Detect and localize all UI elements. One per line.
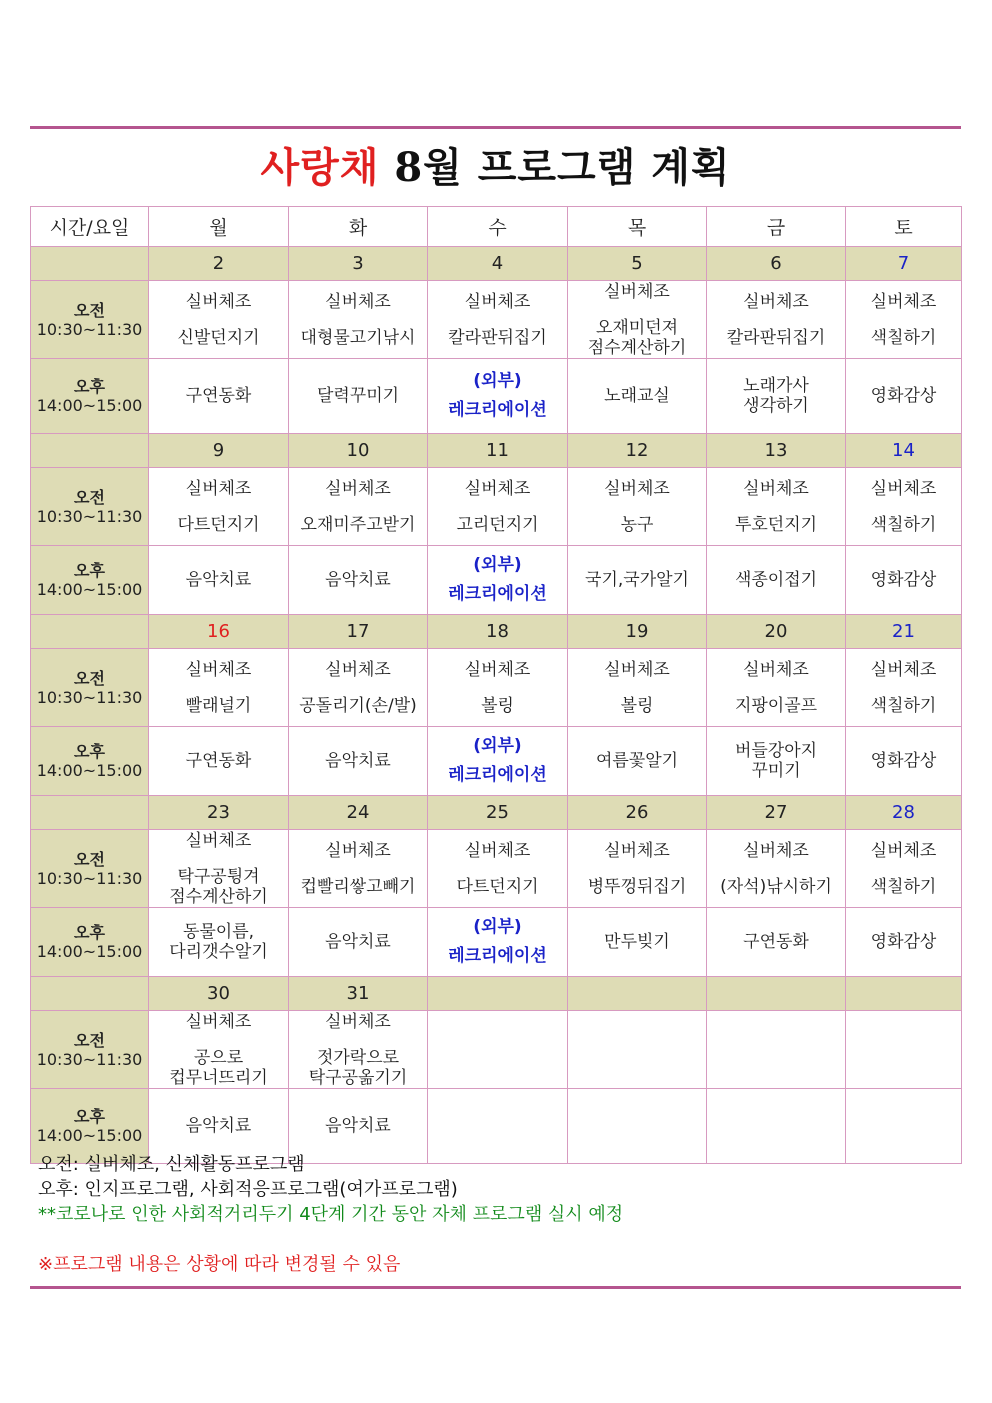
morning-activity-1: 실버체조: [325, 840, 391, 861]
morning-label: [31, 830, 149, 908]
date-row: [31, 434, 962, 468]
afternoon-row: [31, 546, 962, 615]
morning-label-name: 오전: [74, 849, 105, 869]
morning-activity-cell: [428, 649, 568, 727]
date-cell: 26: [568, 796, 707, 830]
morning-activity-cell: [568, 281, 707, 359]
morning-label-time: 10:30~11:30: [36, 319, 143, 339]
afternoon-row: [31, 908, 962, 977]
title-rest: 8월 프로그램 계획: [379, 144, 731, 191]
morning-activity-cell: [289, 468, 428, 546]
morning-activity-1: 실버체조: [743, 840, 809, 861]
morning-activity-2: 신발던지기: [177, 327, 260, 348]
morning-activity-cell: [428, 468, 568, 546]
morning-label-time: 10:30~11:30: [36, 868, 143, 888]
date-row-label: [31, 977, 149, 1011]
date-cell: 27: [707, 796, 846, 830]
date-cell: 28: [846, 796, 962, 830]
note-afternoon: 오후: 인지프로그램, 사회적응프로그램(여가프로그램): [38, 1179, 458, 1200]
date-cell: 14: [846, 434, 962, 468]
morning-activity-cell: [149, 830, 289, 908]
morning-label-time: 10:30~11:30: [36, 687, 143, 707]
afternoon-activity: 음악치료: [325, 751, 391, 771]
morning-activity-1: 실버체조: [743, 291, 809, 312]
afternoon-activity-cell: [428, 359, 568, 434]
morning-activity-2: 고리던지기: [456, 514, 539, 535]
morning-activity-2: 색칠하기: [870, 327, 937, 348]
header-day-tue: 화: [289, 207, 428, 247]
note-covid: **코로나로 인한 사회적거리두기 4단계 기간 동안 자체 프로그램 실시 예정: [38, 1204, 624, 1225]
morning-activity-cell: [846, 1011, 962, 1089]
morning-activity-1: 실버체조: [604, 478, 670, 499]
morning-activity-2: 오재미주고받기: [300, 514, 416, 535]
morning-activity-2: 볼링: [481, 695, 514, 716]
afternoon-activity-cell: [149, 908, 289, 977]
page-title: [30, 140, 961, 196]
morning-activity-2: 공돌리기(손/발): [299, 695, 417, 716]
morning-activity-1: 실버체조: [185, 1011, 252, 1032]
morning-activity-2: 젓가락으로 탁구공옮기기: [308, 1047, 408, 1088]
morning-activity-2: 탁구공튕겨 점수계산하기: [169, 866, 268, 907]
afternoon-activity-cell: [568, 546, 707, 615]
morning-activity-cell: [289, 830, 428, 908]
morning-activity-cell: [846, 281, 962, 359]
date-row-label: [31, 247, 149, 281]
morning-activity-cell: [149, 281, 289, 359]
morning-row: [31, 830, 962, 908]
afternoon-activity-cell: [568, 359, 707, 434]
morning-activity-1: 실버체조: [870, 659, 937, 680]
afternoon-activity-cell: [707, 359, 846, 434]
morning-activity-2: 칼라판뒤집기: [448, 327, 547, 348]
afternoon-activity-cell: [149, 546, 289, 615]
morning-activity-1: 실버체조: [604, 840, 670, 861]
date-cell: 30: [149, 977, 289, 1011]
date-cell: [707, 977, 846, 1011]
date-row: [31, 615, 962, 649]
afternoon-activity: 색종이접기: [734, 570, 818, 590]
afternoon-activity: 음악치료: [185, 570, 252, 590]
afternoon-label-time: 14:00~15:00: [36, 942, 143, 961]
header-time-day: 시간/요일: [31, 207, 149, 247]
header-row: [31, 207, 962, 247]
afternoon-label-time: 14:00~15:00: [36, 580, 143, 599]
morning-activity-cell: [846, 468, 962, 546]
morning-row: [31, 468, 962, 546]
morning-activity-2: 볼링: [620, 695, 654, 716]
morning-activity-cell: [707, 649, 846, 727]
header-day-sat: 토: [846, 207, 962, 247]
morning-activity-cell: [289, 1011, 428, 1089]
schedule-table: [30, 206, 962, 1164]
date-cell: [846, 977, 962, 1011]
top-divider: [30, 126, 961, 129]
morning-label-time: 10:30~11:30: [36, 1049, 143, 1069]
afternoon-activity-cell: [289, 908, 428, 977]
morning-row: [31, 281, 962, 359]
date-cell: 20: [707, 615, 846, 649]
header-day-wed: 수: [428, 207, 568, 247]
afternoon-activity-cell: [289, 359, 428, 434]
afternoon-activity-cell: [846, 359, 962, 434]
morning-activity-cell: [428, 1011, 568, 1089]
morning-activity-2: 색칠하기: [870, 514, 937, 535]
afternoon-activity: (외부) 레크리에이션: [448, 736, 547, 785]
morning-activity-cell: [846, 830, 962, 908]
date-row-label: [31, 434, 149, 468]
morning-activity-2: 지팡이골프: [734, 695, 818, 716]
date-row: [31, 977, 962, 1011]
morning-activity-cell: [707, 468, 846, 546]
morning-activity-2: 빨래널기: [185, 695, 252, 716]
header-day-fri: 금: [707, 207, 846, 247]
morning-activity-cell: [289, 649, 428, 727]
afternoon-activity: (외부) 레크리에이션: [448, 555, 547, 604]
date-cell: 23: [149, 796, 289, 830]
afternoon-activity-cell: [428, 908, 568, 977]
date-cell: 25: [428, 796, 568, 830]
morning-activity-cell: [707, 1011, 846, 1089]
date-cell: 2: [149, 247, 289, 281]
morning-label: [31, 649, 149, 727]
bottom-divider: [30, 1286, 961, 1289]
afternoon-activity: 음악치료: [325, 1116, 391, 1136]
morning-activity-1: 실버체조: [604, 659, 670, 680]
note-morning: 오전: 실버체조, 신체활동프로그램: [38, 1154, 305, 1175]
afternoon-activity: (외부) 레크리에이션: [448, 917, 547, 966]
date-cell: 12: [568, 434, 707, 468]
date-row-label: [31, 615, 149, 649]
afternoon-activity-cell: [846, 546, 962, 615]
morning-activity-cell: [568, 649, 707, 727]
afternoon-activity-cell: [568, 727, 707, 796]
afternoon-activity: 노래가사 생각하기: [743, 376, 809, 416]
afternoon-label-name: 오후: [74, 923, 105, 942]
afternoon-activity: 노래교실: [604, 386, 670, 406]
date-cell: [568, 977, 707, 1011]
afternoon-activity: 음악치료: [325, 570, 391, 590]
date-cell: 5: [568, 247, 707, 281]
morning-activity-2: 컵빨리쌓고빼기: [300, 876, 416, 897]
date-cell: 6: [707, 247, 846, 281]
morning-activity-2: 공으로 컵무너뜨리기: [169, 1047, 268, 1088]
afternoon-label-time: 14:00~15:00: [36, 1126, 143, 1145]
date-row: [31, 247, 962, 281]
morning-row: [31, 1011, 962, 1089]
morning-activity-1: 실버체조: [870, 291, 937, 312]
morning-label-name: 오전: [74, 487, 105, 507]
date-row-label: [31, 796, 149, 830]
date-cell: 9: [149, 434, 289, 468]
afternoon-activity: (외부) 레크리에이션: [448, 371, 547, 420]
afternoon-label-time: 14:00~15:00: [36, 761, 143, 780]
afternoon-activity: 음악치료: [185, 1116, 252, 1136]
morning-activity-cell: [289, 281, 428, 359]
afternoon-row: [31, 727, 962, 796]
morning-activity-2: 칼라판뒤집기: [726, 327, 826, 348]
morning-activity-2: (자석)낚시하기: [720, 876, 832, 897]
morning-activity-1: 실버체조: [743, 478, 809, 499]
date-cell: 7: [846, 247, 962, 281]
morning-label: [31, 468, 149, 546]
morning-activity-1: 실버체조: [743, 659, 809, 680]
morning-activity-1: 실버체조: [870, 840, 937, 861]
morning-activity-cell: [428, 281, 568, 359]
afternoon-label: [31, 546, 149, 615]
morning-activity-1: 실버체조: [185, 291, 252, 312]
morning-activity-1: 실버체조: [464, 478, 531, 499]
morning-activity-cell: [149, 1011, 289, 1089]
afternoon-activity-cell: [568, 908, 707, 977]
date-cell: [428, 977, 568, 1011]
morning-activity-1: 실버체조: [325, 1011, 391, 1032]
morning-activity-cell: [568, 830, 707, 908]
afternoon-activity: 달력꾸미기: [316, 386, 400, 406]
date-cell: 17: [289, 615, 428, 649]
morning-activity-cell: [846, 649, 962, 727]
afternoon-activity: 음악치료: [325, 932, 391, 952]
morning-activity-2: 다트던지기: [456, 876, 539, 897]
afternoon-activity: 여름꽃알기: [595, 751, 679, 771]
morning-activity-cell: [568, 468, 707, 546]
morning-activity-cell: [149, 649, 289, 727]
morning-activity-2: 다트던지기: [177, 514, 260, 535]
morning-activity-1: 실버체조: [464, 659, 531, 680]
date-cell: 4: [428, 247, 568, 281]
afternoon-activity-cell: [289, 727, 428, 796]
afternoon-activity-cell: [149, 727, 289, 796]
morning-activity-2: 색칠하기: [870, 695, 937, 716]
morning-activity-cell: [428, 830, 568, 908]
date-cell: 11: [428, 434, 568, 468]
afternoon-label-time: 14:00~15:00: [36, 396, 143, 415]
afternoon-activity: 영화감상: [870, 570, 937, 590]
afternoon-label: [31, 727, 149, 796]
notes: [38, 1152, 958, 1277]
morning-label-name: 오전: [74, 300, 105, 320]
morning-activity-1: 실버체조: [325, 478, 391, 499]
afternoon-label-name: 오후: [74, 742, 105, 761]
note-change: ※프로그램 내용은 상황에 따라 변경될 수 있음: [38, 1254, 401, 1275]
date-cell: 24: [289, 796, 428, 830]
morning-label-name: 오전: [74, 1030, 105, 1050]
header-day-thu: 목: [568, 207, 707, 247]
morning-activity-1: 실버체조: [604, 281, 670, 302]
afternoon-activity-cell: [428, 727, 568, 796]
header-day-mon: 월: [149, 207, 289, 247]
morning-label: [31, 281, 149, 359]
afternoon-activity-cell: [707, 546, 846, 615]
morning-activity-cell: [568, 1011, 707, 1089]
afternoon-activity: 구연동화: [185, 751, 252, 771]
morning-label-name: 오전: [74, 668, 105, 688]
date-cell: 16: [149, 615, 289, 649]
afternoon-activity-cell: [289, 546, 428, 615]
title-red-part: 사랑채: [260, 144, 380, 191]
date-row: [31, 796, 962, 830]
afternoon-activity-cell: [149, 359, 289, 434]
afternoon-activity-cell: [707, 727, 846, 796]
morning-activity-cell: [707, 830, 846, 908]
date-cell: 3: [289, 247, 428, 281]
afternoon-activity: 버들강아지 꾸미기: [734, 741, 818, 781]
date-cell: 31: [289, 977, 428, 1011]
morning-activity-2: 병뚜껑뒤집기: [587, 876, 687, 897]
afternoon-activity: 구연동화: [743, 932, 809, 952]
morning-activity-2: 투호던지기: [734, 514, 818, 535]
date-cell: 21: [846, 615, 962, 649]
morning-activity-1: 실버체조: [464, 840, 531, 861]
morning-activity-1: 실버체조: [185, 478, 252, 499]
morning-activity-cell: [149, 468, 289, 546]
date-cell: 19: [568, 615, 707, 649]
afternoon-label: [31, 359, 149, 434]
morning-activity-cell: [707, 281, 846, 359]
afternoon-row: [31, 359, 962, 434]
afternoon-activity-cell: [846, 908, 962, 977]
afternoon-activity: 만두빚기: [604, 932, 670, 952]
morning-activity-1: 실버체조: [325, 291, 391, 312]
date-cell: 13: [707, 434, 846, 468]
morning-activity-2: 색칠하기: [870, 876, 937, 897]
afternoon-activity: 동물이름, 다리갯수알기: [169, 922, 268, 962]
afternoon-activity: 구연동화: [185, 386, 252, 406]
morning-activity-1: 실버체조: [185, 830, 252, 851]
afternoon-label-name: 오후: [74, 377, 105, 396]
morning-activity-1: 실버체조: [325, 659, 391, 680]
afternoon-activity: 영화감상: [870, 932, 937, 952]
morning-activity-1: 실버체조: [185, 659, 252, 680]
morning-activity-1: 실버체조: [464, 291, 531, 312]
morning-row: [31, 649, 962, 727]
afternoon-label-name: 오후: [74, 1107, 105, 1126]
afternoon-activity-cell: [707, 908, 846, 977]
afternoon-label: [31, 908, 149, 977]
morning-activity-1: 실버체조: [870, 478, 937, 499]
morning-activity-2: 오재미던져 점수계산하기: [587, 317, 687, 358]
morning-activity-2: 대형물고기낚시: [300, 327, 416, 348]
afternoon-activity-cell: [428, 546, 568, 615]
morning-label: [31, 1011, 149, 1089]
afternoon-activity-cell: [846, 727, 962, 796]
date-cell: 18: [428, 615, 568, 649]
afternoon-label-name: 오후: [74, 561, 105, 580]
afternoon-activity: 국기,국가알기: [585, 570, 689, 590]
morning-label-time: 10:30~11:30: [36, 506, 143, 526]
afternoon-activity: 영화감상: [870, 751, 937, 771]
morning-activity-2: 농구: [620, 514, 654, 535]
afternoon-activity: 영화감상: [870, 386, 937, 406]
date-cell: 10: [289, 434, 428, 468]
